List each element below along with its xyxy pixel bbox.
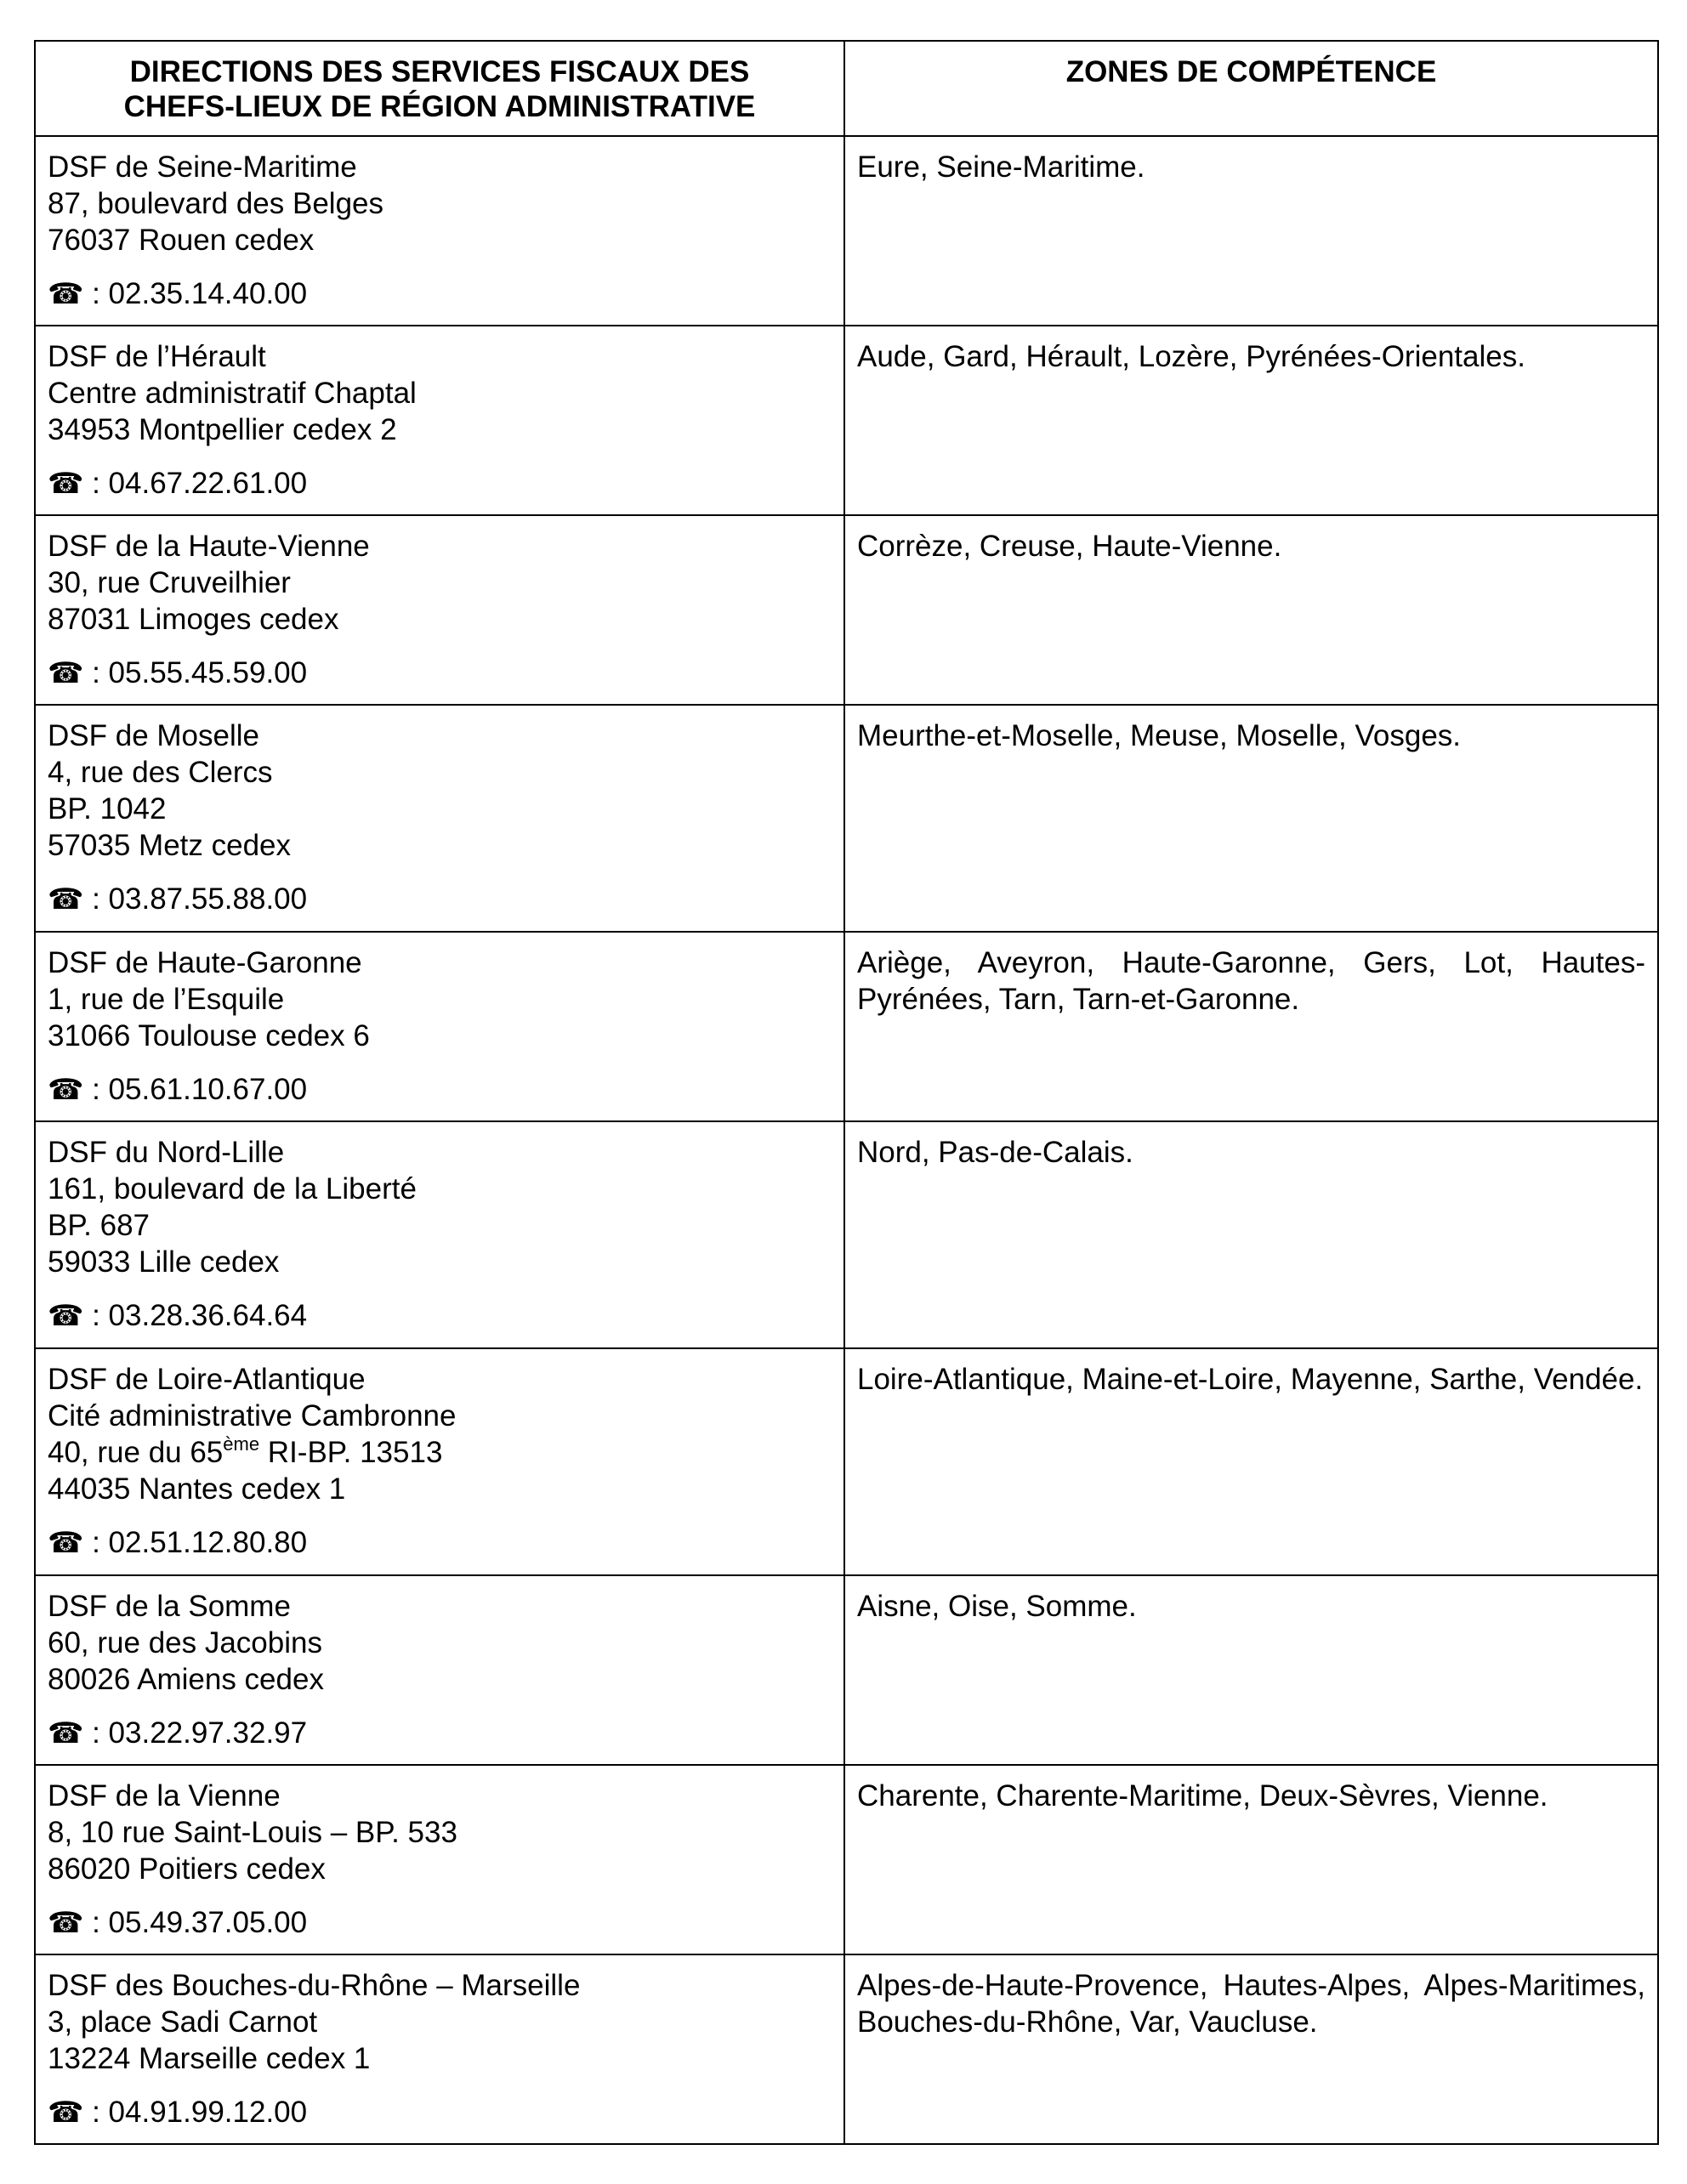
telephone-icon: ☎ (48, 1907, 84, 1939)
zones-cell: Aisne, Oise, Somme. (844, 1575, 1658, 1765)
phone-number: 05.61.10.67.00 (108, 1073, 308, 1106)
phone-number: 04.91.99.12.00 (108, 2096, 308, 2129)
zones-cell: Meurthe-et-Moselle, Meuse, Moselle, Vosges. (844, 705, 1658, 932)
dsf-address-cell (35, 515, 844, 705)
dsf-table (34, 40, 1659, 2145)
phone-prefix: : (92, 467, 109, 500)
address-line: 30, rue Cruveilhier (48, 566, 291, 599)
phone-number: 02.35.14.40.00 (108, 277, 308, 310)
phone-line (48, 2094, 832, 2131)
telephone-icon: ☎ (48, 2096, 84, 2129)
address-line: Centre administratif Chaptal (48, 377, 417, 410)
phone-line (48, 655, 832, 692)
table-row (35, 932, 1658, 1121)
address-line: 87031 Limoges cedex (48, 603, 339, 636)
dsf-address-cell (35, 1954, 844, 2144)
address-line: BP. 687 (48, 1209, 151, 1242)
telephone-icon: ☎ (48, 657, 84, 689)
telephone-icon: ☎ (48, 1074, 84, 1106)
table-header-row (35, 41, 1658, 136)
table-row (35, 515, 1658, 705)
dsf-address-cell (35, 1575, 844, 1765)
address-line: 86020 Poitiers cedex (48, 1852, 326, 1886)
telephone-icon: ☎ (48, 278, 84, 310)
address-line: 60, rue des Jacobins (48, 1626, 322, 1659)
address-line: DSF de l’Hérault (48, 340, 266, 373)
zones-cell: Loire-Atlantique, Maine-et-Loire, Mayenne, Sarthe, Vendée. (844, 1348, 1658, 1575)
phone-line (48, 1524, 832, 1562)
telephone-icon: ☎ (48, 1717, 84, 1750)
address-line: DSF de Seine-Maritime (48, 150, 357, 184)
address-line: 34953 Montpellier cedex 2 (48, 413, 397, 446)
phone-line (48, 881, 832, 918)
phone-line (48, 1071, 832, 1109)
address-line: 13224 Marseille cedex 1 (48, 2042, 371, 2075)
address-line: DSF de Moselle (48, 719, 259, 752)
phone-number: 03.22.97.32.97 (108, 1716, 308, 1750)
zones-cell: Alpes-de-Haute-Provence, Hautes-Alpes, Alpes-Maritimes, Bouches-du-Rhône, Var, Vaucluse. (844, 1954, 1658, 2144)
phone-prefix: : (92, 277, 109, 310)
dsf-address-cell (35, 1348, 844, 1575)
phone-line (48, 1297, 832, 1335)
telephone-icon: ☎ (48, 1527, 84, 1559)
dsf-address-cell (35, 1765, 844, 1954)
phone-number: 05.49.37.05.00 (108, 1906, 308, 1939)
phone-number: 04.67.22.61.00 (108, 467, 308, 500)
telephone-icon: ☎ (48, 1300, 84, 1332)
phone-prefix: : (92, 1906, 109, 1939)
address-line: DSF de la Haute-Vienne (48, 530, 370, 563)
phone-line (48, 1715, 832, 1752)
phone-number: 05.55.45.59.00 (108, 656, 308, 689)
phone-prefix: : (92, 2096, 109, 2129)
header-zones: ZONES DE COMPÉTENCE (844, 41, 1658, 136)
address-line: DSF de la Somme (48, 1590, 291, 1623)
telephone-icon: ☎ (48, 468, 84, 500)
phone-number: 03.28.36.64.64 (108, 1299, 308, 1332)
table-row (35, 1121, 1658, 1348)
address-line: 76037 Rouen cedex (48, 224, 315, 257)
address-line: BP. 1042 (48, 792, 167, 825)
zones-cell: Charente, Charente-Maritime, Deux-Sèvres, Vienne. (844, 1765, 1658, 1954)
address-line: Cité administrative Cambronne (48, 1399, 457, 1432)
zones-cell: Ariège, Aveyron, Haute-Garonne, Gers, Lot, Hautes-Pyrénées, Tarn, Tarn-et-Garonne. (844, 932, 1658, 1121)
address-line: DSF de la Vienne (48, 1779, 281, 1812)
address-line: DSF du Nord-Lille (48, 1136, 285, 1169)
phone-prefix: : (92, 1073, 109, 1106)
phone-line (48, 1904, 832, 1942)
phone-number: 03.87.55.88.00 (108, 882, 308, 916)
address-line: 57035 Metz cedex (48, 829, 292, 862)
address-line: 31066 Toulouse cedex 6 (48, 1019, 370, 1052)
address-line: DSF de Haute-Garonne (48, 946, 362, 979)
address-line: 8, 10 rue Saint-Louis – BP. 533 (48, 1816, 457, 1849)
dsf-address-cell (35, 136, 844, 326)
table-row (35, 1575, 1658, 1765)
table-row (35, 1954, 1658, 2144)
dsf-address-cell (35, 1121, 844, 1348)
table-row (35, 1348, 1658, 1575)
address-line: 59033 Lille cedex (48, 1245, 280, 1279)
address-line: DSF des Bouches-du-Rhône – Marseille (48, 1969, 581, 2002)
telephone-icon: ☎ (48, 883, 84, 916)
address-line: DSF de Loire-Atlantique (48, 1363, 366, 1396)
phone-prefix: : (92, 656, 109, 689)
phone-prefix: : (92, 1299, 109, 1332)
phone-line (48, 465, 832, 502)
address-line: 4, rue des Clercs (48, 756, 273, 789)
table-row (35, 136, 1658, 326)
address-line: 161, boulevard de la Liberté (48, 1172, 417, 1205)
table-row (35, 326, 1658, 515)
table-row (35, 1765, 1658, 1954)
dsf-address-cell (35, 705, 844, 932)
phone-prefix: : (92, 1526, 109, 1559)
address-line: 44035 Nantes cedex 1 (48, 1472, 346, 1506)
zones-cell: Corrèze, Creuse, Haute-Vienne. (844, 515, 1658, 705)
phone-number: 02.51.12.80.80 (108, 1526, 308, 1559)
phone-line (48, 275, 832, 313)
zones-cell: Aude, Gard, Hérault, Lozère, Pyrénées-Orientales. (844, 326, 1658, 515)
table-row (35, 705, 1658, 932)
address-line: 80026 Amiens cedex (48, 1663, 324, 1696)
dsf-address-cell (35, 326, 844, 515)
address-line: 3, place Sadi Carnot (48, 2005, 318, 2039)
zones-cell: Nord, Pas-de-Calais. (844, 1121, 1658, 1348)
address-line: 40, rue du 65ème RI-BP. 13513 (48, 1433, 443, 1469)
address-line: 1, rue de l’Esquile (48, 983, 285, 1016)
dsf-address-cell (35, 932, 844, 1121)
phone-prefix: : (92, 882, 109, 916)
header-line: DIRECTIONS DES SERVICES FISCAUX DES (129, 55, 750, 88)
phone-prefix: : (92, 1716, 109, 1750)
address-line: 87, boulevard des Belges (48, 187, 383, 220)
header-directions (35, 41, 844, 136)
zones-cell: Eure, Seine-Maritime. (844, 136, 1658, 326)
header-line: CHEFS-LIEUX DE RÉGION ADMINISTRATIVE (123, 90, 756, 123)
